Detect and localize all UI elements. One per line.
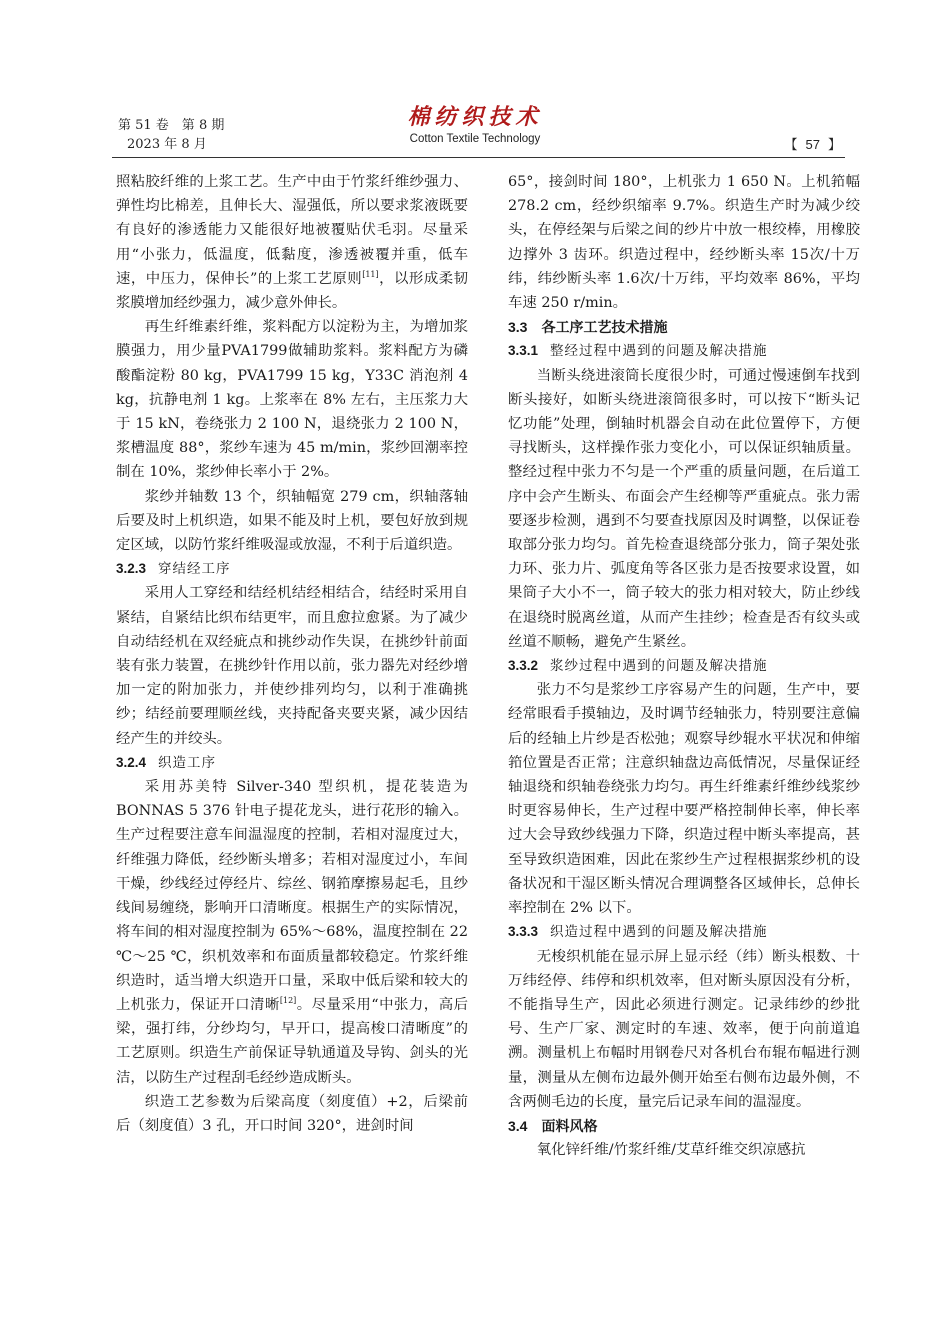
paragraph: 65°，接剑时间 180°，上机张力 1 650 N。上机筘幅 278.2 cm，经纱织缩率 9.7%。织造生产时为减少绞头，在停经架与后梁之间的纱片中放一根绞棒，用橡胶边撑外 3 齿环。织造过程中，经纱断头率 15次/十万纬，纬纱断头率 1.6次/十万纬，平均效率 86%，平均车速 250 r/min。 [508, 174, 860, 312]
paragraph-text: 采用苏美特 Silver-340 型织机，提花装造为 BONNAS 5 376 针电子提花龙头，进行花形的输入。生产过程要注意车间温湿度的控制，若相对湿度过大，纤维强力降低，经纱断头增多；若相对湿度过小，车间干燥，纱线经过停经片、综丝、钢筘摩擦易起毛，且纱线间易缠绕，影响开口清晰度。根据生产的实际情况，将车间的相对湿度控制为 65%～68%，温度控制在 22 ℃～25 ℃，织机效率和布面质量都较稳定。竹浆纤维织造时，适当增大织造开口量，采取中低后梁和较大的上机张力，保证开口清晰 [116, 779, 468, 1013]
citation-ref: [12] [279, 996, 297, 1006]
left-column [116, 170, 468, 1138]
header-rule [112, 157, 845, 158]
paragraph: 当断头绕进滚筒长度很少时，可通过慢速倒车找到断头接好，如断头绕进滚筒很多时，可以按下“断头记忆功能”处理，倒轴时机器会自动在此位置停下，方便寻找断头，这样操作张力变化小，可以保证织轴质量。整经过程中张力不匀是一个严重的质量问题，在后道工序中会产生断头、布面会产生经柳等严重疵点。张力需要逐步检测，遇到不匀要查找原因及时调整，以保证卷取部分张力均匀。首先检查退绕部分张力，筒子架处张力环、张力片、弧度角等各区张力是否按要求设置，如果筒子大小不一，筒子较大的张力相对较大，防止纱线在退绕时脱离丝道，从而产生挂纱；检查是否有纹头或丝道不顺畅，避免产生紧丝。 [508, 367, 860, 650]
journal-title-cn: 棉纺织技术 [407, 104, 543, 130]
section-heading-3-3: 3.3 各工序工艺技术措施 [508, 319, 668, 336]
section-title: 织造工序 [158, 754, 217, 771]
paragraph-text: 。尽量采用“中张力，高后梁，强打纬，分纱均匀，早开口，提高梭口清晰度”的工艺原则。织造生产前保证导轨通道及导钩、剑头的光洁，以防生产过程刮毛经纱造成断头。 [116, 996, 468, 1086]
paragraph [116, 170, 468, 315]
bracket-open: 【 [784, 137, 798, 152]
right-column [508, 170, 860, 1162]
paragraph: 浆纱并轴数 13 个，织轴幅宽 279 cm，织轴落轴后要及时上机织造，如果不能及时上机，要包好放到规定区域，以防竹浆纤维吸湿或放湿，不利于后道织造。 [116, 488, 468, 554]
page-number-box [781, 134, 846, 153]
paragraph: 氧化锌纤维/竹浆纤维/艾草纤维交织凉感抗 [536, 1142, 806, 1159]
publish-date: 2023 年 8 月 [127, 137, 207, 152]
section-number: 3.3.1 [508, 343, 539, 359]
paragraph: 织造工艺参数为后梁高度（刻度值）+2，后梁前后（刻度值）3 孔，开口时间 320°，进剑时间 [116, 1093, 468, 1134]
section-number: 3.2.3 [116, 561, 147, 577]
section-heading-3-2-4 [116, 751, 468, 775]
paragraph-text: ，以形成柔韧浆膜增加经纱强力，减少意外伸长。 [116, 270, 468, 312]
paragraph-text: 照粘胶纤维的上浆工艺。生产中由于竹浆纤维纱强力、弹性均比棉差，且伸长大、湿强低，所以要求浆液既要有良好的渗透能力又能很好地被覆贴伏毛羽。尽量采用“小张力，低温度，低黏度，渗透被覆并重，低车速，中压力，保伸长”的上浆工艺原则 [116, 174, 468, 287]
volume-issue: 第 51 卷 第 8 期 [118, 118, 225, 133]
paragraph [116, 775, 468, 1090]
paragraph: 无梭织机能在显示屏上显示经（纬）断头根数、十万纬经停、纬停和织机效率，但对断头原因没有分析，不能指导生产，因此必须进行测定。记录纬纱的纱批号、生产厂家、测定时的车速、效率，便于向前道追溯。测量机上布幅时用钢卷尺对各机台布辊布幅进行测量，测量从左侧布边最外侧开始至右侧布边最外侧，不含两侧毛边的长度，量完后记录车间的温湿度。 [508, 948, 860, 1110]
section-title: 整经过程中遇到的问题及解决措施 [550, 343, 768, 360]
citation-ref: [11] [362, 270, 379, 280]
section-title: 织造过程中遇到的问题及解决措施 [550, 924, 768, 941]
bracket-close: 】 [827, 137, 841, 152]
section-title: 穿结经工序 [158, 561, 231, 578]
section-number: 3.3.3 [508, 924, 539, 940]
section-number: 3.2.4 [116, 754, 147, 770]
section-number: 3.3.2 [508, 658, 539, 674]
page-header [0, 0, 950, 160]
section-title: 浆纱过程中遇到的问题及解决措施 [550, 658, 768, 675]
paragraph: 采用人工穿经和结经机结经相结合，结经时采用自紧结，自紧结比织布结更牢，而且愈拉愈紧。为了减少自动结经机在双经疵点和挑纱动作失误，在挑纱针前面装有张力装置，在挑纱针作用以前，张力器先对经纱增加一定的附加张力，并使纱排列均匀，以利于准确挑纱；结经前要理顺丝线，夹持配备夹要夹紧，减少因结经产生的并绞头。 [116, 585, 468, 747]
section-heading-3-3-1 [508, 339, 860, 363]
page-number: 57 [805, 137, 820, 152]
journal-title-en: Cotton Textile Technology [409, 133, 541, 145]
section-heading-3-3-2 [508, 654, 860, 678]
section-heading-3-4: 3.4 面料风格 [508, 1117, 598, 1134]
paragraph: 张力不匀是浆纱工序容易产生的问题，生产中，要经常眼看手摸轴边，及时调节经轴张力，特别要注意偏后的经轴上片纱是否松弛；观察导纱辊水平状况和伸缩筘位置是否正常；注意织轴盘边高低情况，尽量保证经轴退绕和织轴卷绕张力均匀。再生纤维素纤维纱线浆纱时更容易伸长，生产过程中要严格控制伸长率，伸长率过大会导致纱线强力下降，织造过程中断头率提高，甚至导致织造困难，因此在浆纱生产过程根据浆纱机的设备状况和干湿区断头情况合理调整各区域伸长，总伸长率控制在 2% 以下。 [508, 682, 860, 917]
paragraph: 再生纤维素纤维，浆料配方以淀粉为主，为增加浆膜强力，用少量PVA1799做辅助浆料。浆料配方为磷酸酯淀粉 80 kg，PVA1799 15 kg，Y33C 消泡剂 4 kg，抗静电剂 1 kg。上浆率在 8% 左右，主压浆力大于 15 kN，卷绕张力 2 100 N，退绕张力 2 100 N，浆槽温度 88°，浆纱车速为 45 m/min，浆纱回潮率控制在 10%，浆纱伸长率小于 2%。 [116, 319, 468, 481]
section-heading-3-2-3 [116, 557, 468, 581]
section-heading-3-3-3 [508, 920, 860, 944]
